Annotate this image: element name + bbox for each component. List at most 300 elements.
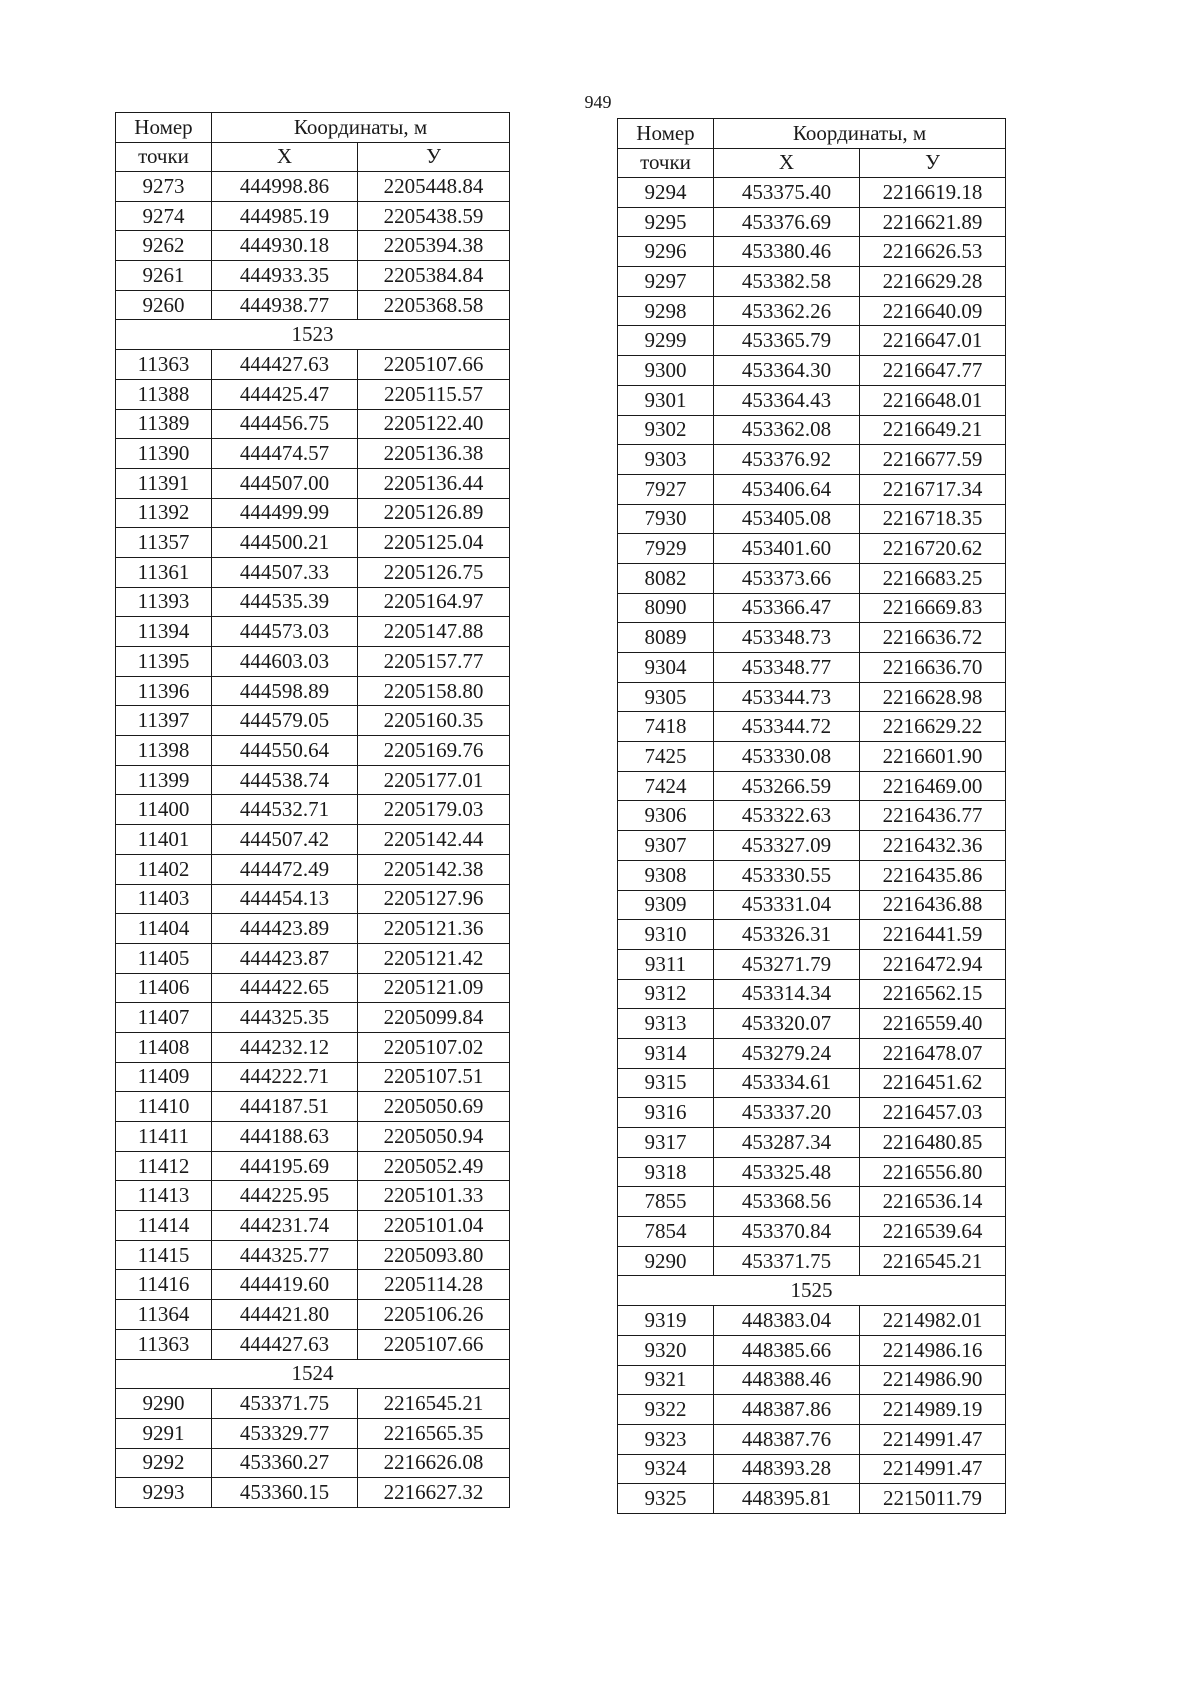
point-number-cell: 9273	[116, 172, 212, 202]
point-number-cell: 9300	[618, 356, 714, 386]
x-coordinate-cell: 453362.26	[714, 296, 860, 326]
header-coordinates: Координаты, м	[212, 113, 510, 143]
x-coordinate-cell: 444427.63	[212, 350, 358, 380]
table-row	[116, 1003, 510, 1033]
point-number-cell: 9306	[618, 801, 714, 831]
point-number-cell: 9320	[618, 1335, 714, 1365]
table-row	[116, 825, 510, 855]
point-number-cell: 9294	[618, 178, 714, 208]
point-number-cell: 11361	[116, 557, 212, 587]
x-coordinate-cell: 448385.66	[714, 1335, 860, 1365]
y-coordinate-cell: 2205368.58	[358, 290, 510, 320]
y-coordinate-cell: 2216480.85	[860, 1128, 1006, 1158]
y-coordinate-cell: 2216559.40	[860, 1009, 1006, 1039]
x-coordinate-cell: 453325.48	[714, 1157, 860, 1187]
y-coordinate-cell: 2216619.18	[860, 178, 1006, 208]
table-row	[116, 1062, 510, 1092]
point-number-cell: 9291	[116, 1418, 212, 1448]
point-number-cell: 11394	[116, 617, 212, 647]
point-number-cell: 11363	[116, 350, 212, 380]
table-row	[116, 854, 510, 884]
table-row	[618, 1365, 1006, 1395]
y-coordinate-cell: 2205126.75	[358, 557, 510, 587]
point-number-cell: 9314	[618, 1038, 714, 1068]
y-coordinate-cell: 2216621.89	[860, 207, 1006, 237]
point-number-cell: 11412	[116, 1151, 212, 1181]
y-coordinate-cell: 2216647.01	[860, 326, 1006, 356]
x-coordinate-cell: 453401.60	[714, 534, 860, 564]
x-coordinate-cell: 453344.73	[714, 682, 860, 712]
x-coordinate-cell: 453348.73	[714, 623, 860, 653]
x-coordinate-cell: 444325.77	[212, 1240, 358, 1270]
y-coordinate-cell: 2216627.32	[358, 1478, 510, 1508]
point-number-cell: 9311	[618, 949, 714, 979]
point-number-cell: 9325	[618, 1484, 714, 1514]
table-row	[116, 1032, 510, 1062]
x-coordinate-cell: 453405.08	[714, 504, 860, 534]
y-coordinate-cell: 2216539.64	[860, 1217, 1006, 1247]
x-coordinate-cell: 453334.61	[714, 1068, 860, 1098]
y-coordinate-cell: 2216472.94	[860, 949, 1006, 979]
point-number-cell: 9262	[116, 231, 212, 261]
y-coordinate-cell: 2214989.19	[860, 1395, 1006, 1425]
point-number-cell: 9308	[618, 860, 714, 890]
table-row	[116, 973, 510, 1003]
y-coordinate-cell: 2216601.90	[860, 742, 1006, 772]
header-x: X	[212, 142, 358, 172]
x-coordinate-cell: 448383.04	[714, 1306, 860, 1336]
table-row	[618, 623, 1006, 653]
table-row	[618, 356, 1006, 386]
header-x: X	[714, 148, 860, 178]
point-number-cell: 9324	[618, 1454, 714, 1484]
y-coordinate-cell: 2205142.44	[358, 825, 510, 855]
x-coordinate-cell: 444933.35	[212, 261, 358, 291]
x-coordinate-cell: 453366.47	[714, 593, 860, 623]
y-coordinate-cell: 2205169.76	[358, 736, 510, 766]
table-row	[618, 831, 1006, 861]
table-row	[116, 557, 510, 587]
y-coordinate-cell: 2205050.94	[358, 1122, 510, 1152]
y-coordinate-cell: 2216545.21	[860, 1246, 1006, 1276]
y-coordinate-cell: 2205394.38	[358, 231, 510, 261]
y-coordinate-cell: 2216629.22	[860, 712, 1006, 742]
x-coordinate-cell: 448395.81	[714, 1484, 860, 1514]
y-coordinate-cell: 2214991.47	[860, 1424, 1006, 1454]
y-coordinate-cell: 2205448.84	[358, 172, 510, 202]
table-row	[618, 653, 1006, 683]
point-number-cell: 8089	[618, 623, 714, 653]
x-coordinate-cell: 453376.92	[714, 445, 860, 475]
point-number-cell: 9304	[618, 653, 714, 683]
x-coordinate-cell: 453362.08	[714, 415, 860, 445]
y-coordinate-cell: 2205107.51	[358, 1062, 510, 1092]
point-number-cell: 9261	[116, 261, 212, 291]
table-row	[116, 1211, 510, 1241]
section-row	[116, 320, 510, 350]
x-coordinate-cell: 453331.04	[714, 890, 860, 920]
x-coordinate-cell: 453382.58	[714, 267, 860, 297]
table-row	[116, 409, 510, 439]
table-row	[618, 1335, 1006, 1365]
section-row	[618, 1276, 1006, 1306]
point-number-cell: 11391	[116, 468, 212, 498]
table-row	[618, 1246, 1006, 1276]
table-row	[116, 617, 510, 647]
point-number-cell: 11393	[116, 587, 212, 617]
table-row	[116, 943, 510, 973]
table-row	[116, 587, 510, 617]
x-coordinate-cell: 444325.35	[212, 1003, 358, 1033]
x-coordinate-cell: 444454.13	[212, 884, 358, 914]
table-row	[116, 647, 510, 677]
x-coordinate-cell: 444930.18	[212, 231, 358, 261]
y-coordinate-cell: 2214986.90	[860, 1365, 1006, 1395]
x-coordinate-cell: 444507.42	[212, 825, 358, 855]
table-row	[116, 765, 510, 795]
point-number-cell: 11363	[116, 1329, 212, 1359]
table-row	[618, 890, 1006, 920]
point-number-cell: 11407	[116, 1003, 212, 1033]
point-number-cell: 11414	[116, 1211, 212, 1241]
table-row	[618, 445, 1006, 475]
x-coordinate-cell: 444532.71	[212, 795, 358, 825]
table-row	[116, 1389, 510, 1419]
point-number-cell: 9321	[618, 1365, 714, 1395]
table-row	[116, 736, 510, 766]
x-coordinate-cell: 453364.30	[714, 356, 860, 386]
x-coordinate-cell: 444222.71	[212, 1062, 358, 1092]
point-number-cell: 11364	[116, 1300, 212, 1330]
point-number-cell: 9292	[116, 1448, 212, 1478]
y-coordinate-cell: 2205115.57	[358, 379, 510, 409]
table-row	[618, 1068, 1006, 1098]
point-number-cell: 11411	[116, 1122, 212, 1152]
x-coordinate-cell: 453375.40	[714, 178, 860, 208]
y-coordinate-cell: 2205164.97	[358, 587, 510, 617]
y-coordinate-cell: 2216677.59	[860, 445, 1006, 475]
y-coordinate-cell: 2216628.98	[860, 682, 1006, 712]
y-coordinate-cell: 2216626.08	[358, 1448, 510, 1478]
x-coordinate-cell: 444573.03	[212, 617, 358, 647]
table-row	[618, 1395, 1006, 1425]
point-number-cell: 9316	[618, 1098, 714, 1128]
table-row	[618, 534, 1006, 564]
x-coordinate-cell: 444500.21	[212, 528, 358, 558]
point-number-cell: 11388	[116, 379, 212, 409]
table-row	[116, 350, 510, 380]
point-number-cell: 9299	[618, 326, 714, 356]
header-point-number-bottom: точки	[618, 148, 714, 178]
header-y: У	[860, 148, 1006, 178]
point-number-cell: 11396	[116, 676, 212, 706]
header-y: У	[358, 142, 510, 172]
x-coordinate-cell: 453348.77	[714, 653, 860, 683]
point-number-cell: 11395	[116, 647, 212, 677]
x-coordinate-cell: 453364.43	[714, 385, 860, 415]
point-number-cell: 11408	[116, 1032, 212, 1062]
point-number-cell: 11398	[116, 736, 212, 766]
x-coordinate-cell: 453271.79	[714, 949, 860, 979]
point-number-cell: 9323	[618, 1424, 714, 1454]
x-coordinate-cell: 453314.34	[714, 979, 860, 1009]
point-number-cell: 9298	[618, 296, 714, 326]
y-coordinate-cell: 2205158.80	[358, 676, 510, 706]
x-coordinate-cell: 453376.69	[714, 207, 860, 237]
point-number-cell: 11357	[116, 528, 212, 558]
x-coordinate-cell: 453279.24	[714, 1038, 860, 1068]
point-number-cell: 9296	[618, 237, 714, 267]
y-coordinate-cell: 2216717.34	[860, 474, 1006, 504]
table-row	[116, 231, 510, 261]
x-coordinate-cell: 444535.39	[212, 587, 358, 617]
table-row	[618, 979, 1006, 1009]
point-number-cell: 9315	[618, 1068, 714, 1098]
point-number-cell: 11413	[116, 1181, 212, 1211]
y-coordinate-cell: 2205136.44	[358, 468, 510, 498]
point-number-cell: 9322	[618, 1395, 714, 1425]
x-coordinate-cell: 444195.69	[212, 1151, 358, 1181]
y-coordinate-cell: 2216629.28	[860, 267, 1006, 297]
y-coordinate-cell: 2205121.09	[358, 973, 510, 1003]
section-row	[116, 1359, 510, 1389]
y-coordinate-cell: 2205177.01	[358, 765, 510, 795]
y-coordinate-cell: 2205107.66	[358, 350, 510, 380]
table-row	[618, 1306, 1006, 1336]
x-coordinate-cell: 444427.63	[212, 1329, 358, 1359]
y-coordinate-cell: 2214986.16	[860, 1335, 1006, 1365]
x-coordinate-cell: 453371.75	[714, 1246, 860, 1276]
x-coordinate-cell: 453337.20	[714, 1098, 860, 1128]
point-number-cell: 7854	[618, 1217, 714, 1247]
section-number: 1525	[618, 1276, 1006, 1306]
point-number-cell: 11390	[116, 439, 212, 469]
point-number-cell: 9290	[618, 1246, 714, 1276]
point-number-cell: 11415	[116, 1240, 212, 1270]
table-row	[116, 468, 510, 498]
point-number-cell: 9295	[618, 207, 714, 237]
table-row	[618, 326, 1006, 356]
y-coordinate-cell: 2216469.00	[860, 771, 1006, 801]
x-coordinate-cell: 453406.64	[714, 474, 860, 504]
table-row	[618, 237, 1006, 267]
y-coordinate-cell: 2216436.88	[860, 890, 1006, 920]
table-row	[116, 914, 510, 944]
x-coordinate-cell: 453327.09	[714, 831, 860, 861]
point-number-cell: 9313	[618, 1009, 714, 1039]
x-coordinate-cell: 444499.99	[212, 498, 358, 528]
table-row	[618, 1038, 1006, 1068]
x-coordinate-cell: 444423.89	[212, 914, 358, 944]
table-row	[116, 1448, 510, 1478]
x-coordinate-cell: 444425.47	[212, 379, 358, 409]
point-number-cell: 9307	[618, 831, 714, 861]
table-row	[618, 742, 1006, 772]
point-number-cell: 11402	[116, 854, 212, 884]
x-coordinate-cell: 453329.77	[212, 1418, 358, 1448]
x-coordinate-cell: 453368.56	[714, 1187, 860, 1217]
point-number-cell: 7930	[618, 504, 714, 534]
table-row	[618, 1157, 1006, 1187]
table-row	[618, 1128, 1006, 1158]
y-coordinate-cell: 2205126.89	[358, 498, 510, 528]
y-coordinate-cell: 2216562.15	[860, 979, 1006, 1009]
x-coordinate-cell: 444938.77	[212, 290, 358, 320]
table-row	[618, 1187, 1006, 1217]
point-number-cell: 9293	[116, 1478, 212, 1508]
point-number-cell: 9302	[618, 415, 714, 445]
table-row	[116, 884, 510, 914]
x-coordinate-cell: 448388.46	[714, 1365, 860, 1395]
x-coordinate-cell: 453322.63	[714, 801, 860, 831]
y-coordinate-cell: 2216478.07	[860, 1038, 1006, 1068]
table-row	[618, 474, 1006, 504]
table-row	[116, 676, 510, 706]
point-number-cell: 11406	[116, 973, 212, 1003]
table-row	[618, 801, 1006, 831]
x-coordinate-cell: 444423.87	[212, 943, 358, 973]
table-row	[618, 920, 1006, 950]
x-coordinate-cell: 453330.08	[714, 742, 860, 772]
x-coordinate-cell: 444225.95	[212, 1181, 358, 1211]
point-number-cell: 7425	[618, 742, 714, 772]
x-coordinate-cell: 453360.27	[212, 1448, 358, 1478]
y-coordinate-cell: 2216626.53	[860, 237, 1006, 267]
y-coordinate-cell: 2216718.35	[860, 504, 1006, 534]
table-row	[116, 201, 510, 231]
x-coordinate-cell: 448387.76	[714, 1424, 860, 1454]
table-row	[116, 1329, 510, 1359]
y-coordinate-cell: 2205127.96	[358, 884, 510, 914]
point-number-cell: 11416	[116, 1270, 212, 1300]
x-coordinate-cell: 444187.51	[212, 1092, 358, 1122]
point-number-cell: 9305	[618, 682, 714, 712]
y-coordinate-cell: 2205121.36	[358, 914, 510, 944]
y-coordinate-cell: 2205160.35	[358, 706, 510, 736]
x-coordinate-cell: 453320.07	[714, 1009, 860, 1039]
x-coordinate-cell: 444232.12	[212, 1032, 358, 1062]
table-row	[116, 1270, 510, 1300]
y-coordinate-cell: 2216636.70	[860, 653, 1006, 683]
point-number-cell: 9301	[618, 385, 714, 415]
table-row	[116, 379, 510, 409]
y-coordinate-cell: 2216451.62	[860, 1068, 1006, 1098]
table-row	[116, 795, 510, 825]
y-coordinate-cell: 2205147.88	[358, 617, 510, 647]
x-coordinate-cell: 448393.28	[714, 1454, 860, 1484]
y-coordinate-cell: 2216649.21	[860, 415, 1006, 445]
point-number-cell: 11410	[116, 1092, 212, 1122]
y-coordinate-cell: 2205099.84	[358, 1003, 510, 1033]
table-row	[116, 172, 510, 202]
point-number-cell: 9297	[618, 267, 714, 297]
table-row	[116, 1240, 510, 1270]
table-row	[116, 439, 510, 469]
y-coordinate-cell: 2216432.36	[860, 831, 1006, 861]
y-coordinate-cell: 2205052.49	[358, 1151, 510, 1181]
y-coordinate-cell: 2205106.26	[358, 1300, 510, 1330]
table-row	[618, 415, 1006, 445]
table-row	[116, 1418, 510, 1448]
y-coordinate-cell: 2205107.02	[358, 1032, 510, 1062]
header-point-number-bottom: точки	[116, 142, 212, 172]
x-coordinate-cell: 444507.00	[212, 468, 358, 498]
y-coordinate-cell: 2216636.72	[860, 623, 1006, 653]
y-coordinate-cell: 2205107.66	[358, 1329, 510, 1359]
y-coordinate-cell: 2216648.01	[860, 385, 1006, 415]
table-row	[116, 498, 510, 528]
y-coordinate-cell: 2205136.38	[358, 439, 510, 469]
y-coordinate-cell: 2214991.47	[860, 1454, 1006, 1484]
table-row	[618, 712, 1006, 742]
x-coordinate-cell: 453373.66	[714, 563, 860, 593]
table-row	[618, 207, 1006, 237]
point-number-cell: 7855	[618, 1187, 714, 1217]
point-number-cell: 9303	[618, 445, 714, 475]
point-number-cell: 11399	[116, 765, 212, 795]
y-coordinate-cell: 2205101.04	[358, 1211, 510, 1241]
table-row	[116, 1181, 510, 1211]
table-row	[116, 706, 510, 736]
right-coordinates-table	[617, 118, 1006, 1514]
point-number-cell: 8090	[618, 593, 714, 623]
point-number-cell: 11400	[116, 795, 212, 825]
x-coordinate-cell: 453266.59	[714, 771, 860, 801]
x-coordinate-cell: 444474.57	[212, 439, 358, 469]
point-number-cell: 9312	[618, 979, 714, 1009]
x-coordinate-cell: 444231.74	[212, 1211, 358, 1241]
table-row	[618, 860, 1006, 890]
table-row	[618, 1484, 1006, 1514]
point-number-cell: 8082	[618, 563, 714, 593]
table-row	[618, 1098, 1006, 1128]
y-coordinate-cell: 2205122.40	[358, 409, 510, 439]
x-coordinate-cell: 444598.89	[212, 676, 358, 706]
point-number-cell: 9318	[618, 1157, 714, 1187]
table-row	[116, 1300, 510, 1330]
table-row	[618, 178, 1006, 208]
table-row	[116, 261, 510, 291]
y-coordinate-cell: 2216435.86	[860, 860, 1006, 890]
y-coordinate-cell: 2205101.33	[358, 1181, 510, 1211]
x-coordinate-cell: 444998.86	[212, 172, 358, 202]
point-number-cell: 11389	[116, 409, 212, 439]
section-number: 1523	[116, 320, 510, 350]
y-coordinate-cell: 2216640.09	[860, 296, 1006, 326]
table-row	[618, 1009, 1006, 1039]
y-coordinate-cell: 2205125.04	[358, 528, 510, 558]
x-coordinate-cell: 444421.80	[212, 1300, 358, 1330]
header-point-number-top: Номер	[116, 113, 212, 143]
x-coordinate-cell: 453371.75	[212, 1389, 358, 1419]
table-row	[618, 949, 1006, 979]
table-row	[618, 296, 1006, 326]
y-coordinate-cell: 2205093.80	[358, 1240, 510, 1270]
y-coordinate-cell: 2205050.69	[358, 1092, 510, 1122]
y-coordinate-cell: 2214982.01	[860, 1306, 1006, 1336]
x-coordinate-cell: 444472.49	[212, 854, 358, 884]
table-row	[618, 385, 1006, 415]
x-coordinate-cell: 444419.60	[212, 1270, 358, 1300]
x-coordinate-cell: 444550.64	[212, 736, 358, 766]
x-coordinate-cell: 453287.34	[714, 1128, 860, 1158]
y-coordinate-cell: 2216720.62	[860, 534, 1006, 564]
table-row	[618, 771, 1006, 801]
y-coordinate-cell: 2205114.28	[358, 1270, 510, 1300]
x-coordinate-cell: 444538.74	[212, 765, 358, 795]
table-row	[116, 1151, 510, 1181]
table-row	[116, 1092, 510, 1122]
